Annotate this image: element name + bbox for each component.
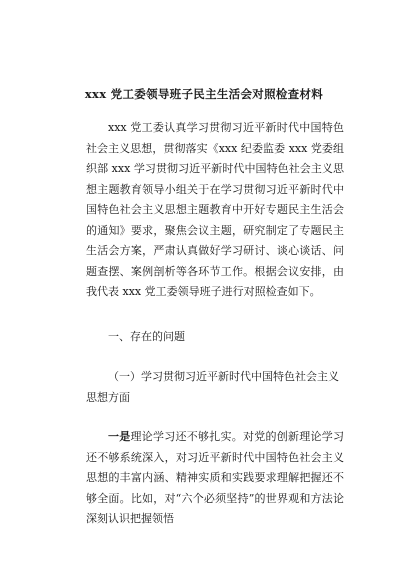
intro-paragraph: xxx 党工委认真学习贯彻习近平新时代中国特色社会主义思想，贯彻落实《xxx 纪委监委 xxx 党委组织部 xxx 学习贯彻习近平新时代中国特色社会主义思想主题教育领导小组关于在学习贯彻习近平新时代中国特色社会主义思想主题教育中开好专题民主生活会的通知》要求，聚焦会议主题，研究制定了专题民主生活会方案，严肃认真做好学习研讨、谈心谈话、问题查摆、案例剖析等各环节工作。根据会议安排，由我代表 xxx 党工委领导班子进行对照检查如下。 [86,121,344,298]
body-paragraph [86,427,344,530]
subsection-heading: （一）学习贯彻习近平新时代中国特色社会主义思想方面 [86,370,339,404]
body-lead: 一是 [108,430,131,443]
document-title: xxx 党工委领导班子民主生活会对照检查材料 [84,87,324,101]
body-text: 理论学习还不够扎实。对党的创新理论学习还不够系统深入，对习近平新时代中国特色社会主义思想的丰富内涵、精神实质和实践要求理解把握还不够全面。比如，对“六个必须坚持”的世界观和方法论深刻认识把握领悟 [86,430,344,525]
section-heading: 一、存在的问题 [108,330,185,343]
